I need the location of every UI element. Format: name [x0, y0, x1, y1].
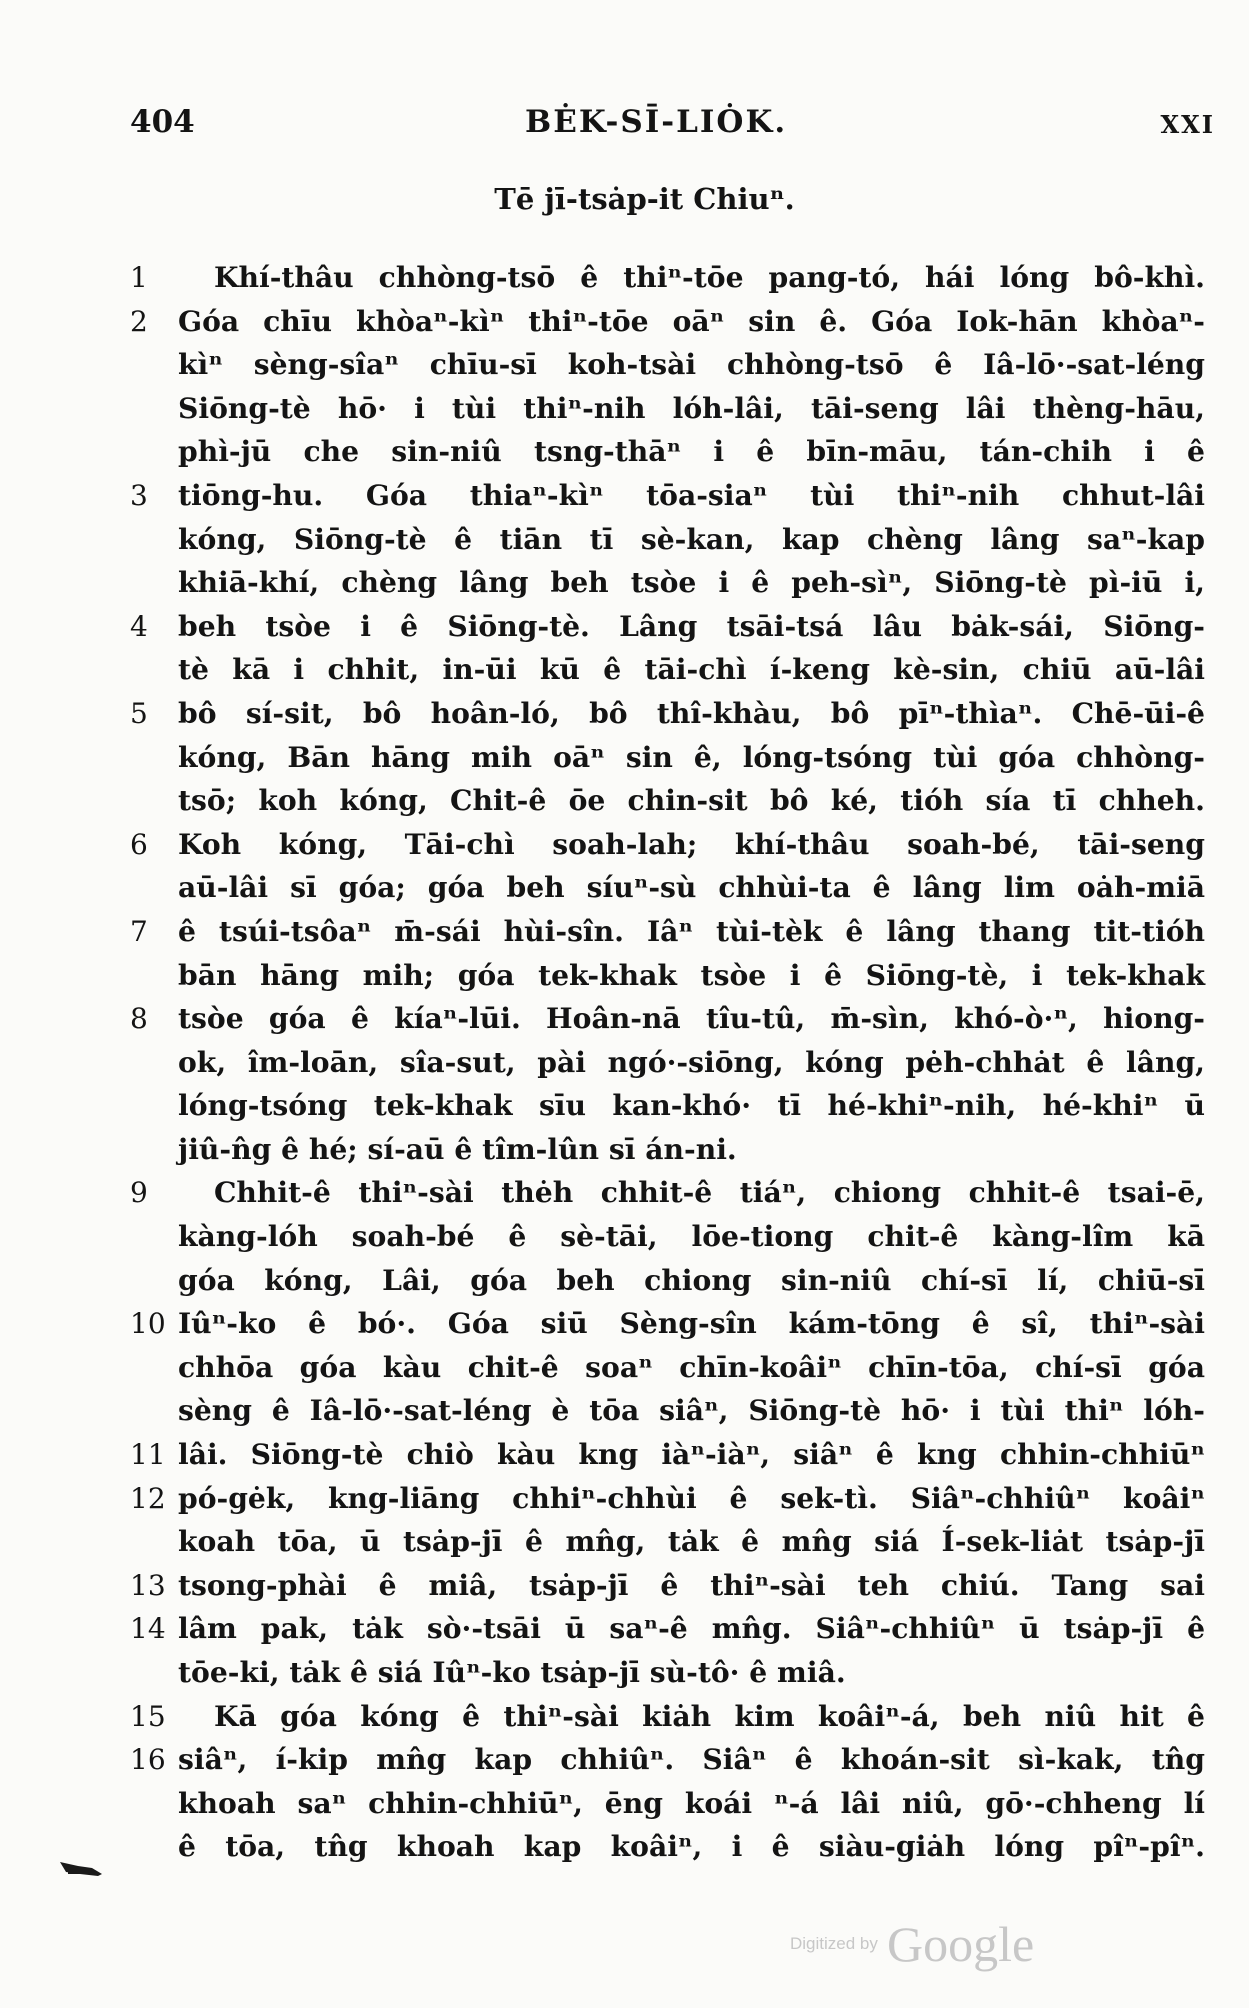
verse-number: 1	[130, 261, 148, 294]
line-text: phì-jū che sin-niû tsng-thāⁿ i ê bīn-māu, tán-chih i ê	[178, 435, 1205, 469]
text-line	[130, 1346, 1205, 1390]
line-text: tsong-phài ê miâ, tsȧp-jī ê thiⁿ-sài teh chiú. Tang sai	[178, 1568, 1205, 1602]
text-line	[130, 692, 1205, 736]
text-line	[130, 1389, 1205, 1433]
verse-number: 13	[130, 1568, 166, 1602]
text-line	[130, 1259, 1205, 1303]
text-line	[130, 474, 1205, 518]
verse-number: 2	[130, 304, 148, 338]
verse-number: 7	[130, 914, 148, 948]
text-line	[130, 736, 1205, 780]
digitized-watermark	[790, 1915, 1034, 1973]
line-text: kàng-lóh soah-bé ê sè-tāi, lōe-tiong chit-ê kàng-lîm kā	[178, 1220, 1205, 1254]
text-line	[130, 256, 1205, 300]
line-text: ok, îm-loān, sîa-sut, pài ngó·-siōng, kóng pėh-chhȧt ê lâng,	[178, 1045, 1205, 1079]
watermark-prefix: Digitized by	[790, 1934, 878, 1953]
text-line	[130, 387, 1205, 431]
text-line	[130, 1564, 1205, 1608]
text-line	[130, 518, 1205, 562]
text-line	[130, 779, 1205, 823]
text-line	[130, 1171, 1205, 1215]
verse-number: 5	[130, 696, 148, 730]
chapter-label: XXI	[1160, 110, 1215, 139]
text-line	[130, 1520, 1205, 1564]
line-text: aū-lâi sī góa; góa beh síuⁿ-sù chhùi-ta ê lâng lim oȧh-miā	[178, 871, 1205, 905]
line-text: kóng, Bān hāng mih oāⁿ sin ê, lóng-tsóng tùi góa chhòng-	[178, 740, 1205, 774]
line-text: tsòe góa ê kíaⁿ-lūi. Hoân-nā tîu-tû, m̄-sìn, khó-ò·ⁿ, hiong-	[178, 1002, 1205, 1036]
line-text: góa kóng, Lâi, góa beh chiong sin-niû chí-sī lí, chiū-sī	[178, 1263, 1205, 1297]
running-title: BĖK-SĪ-LIȮK.	[525, 104, 788, 140]
text-line	[130, 1477, 1205, 1521]
line-text: siâⁿ, í-kip mn̂g kap chhiûⁿ. Siâⁿ ê khoán-sit sì-kak, tn̂g	[178, 1743, 1205, 1777]
line-text: Koh kóng, Tāi-chì soah-lah; khí-thâu soah-bé, tāi-seng	[178, 827, 1205, 861]
verse-number: 10	[130, 1307, 166, 1341]
text-line	[130, 561, 1205, 605]
text-line	[130, 1695, 1205, 1739]
text-line	[130, 1084, 1205, 1128]
text-line	[130, 866, 1205, 910]
line-text: kìⁿ sèng-sîaⁿ chīu-sī koh-tsài chhòng-tsō ê Iâ-lō·-sat-léng	[178, 348, 1205, 382]
text-line	[130, 910, 1205, 954]
text-line	[130, 954, 1205, 998]
text-line	[130, 1607, 1205, 1651]
line-text: ê tsúi-tsôaⁿ m̄-sái hùi-sîn. Iâⁿ tùi-tèk ê lâng thang tit-tióh	[178, 914, 1205, 948]
text-line	[130, 1302, 1205, 1346]
line-text: khiā-khí, chèng lâng beh tsòe i ê peh-sìⁿ, Siōng-tè pì-iū i,	[178, 566, 1205, 600]
line-text: Chhit-ê thiⁿ-sài thėh chhit-ê tiáⁿ, chiong chhit-ê tsai-ē,	[214, 1176, 1205, 1210]
line-text: Kā góa kóng ê thiⁿ-sài kiȧh kim koâiⁿ-á, beh niû hit ê	[214, 1699, 1205, 1733]
text-line	[130, 605, 1205, 649]
line-text: tiōng-hu. Góa thiaⁿ-kìⁿ tōa-siaⁿ tùi thiⁿ-nih chhut-lâi	[178, 478, 1205, 512]
google-logo: Google	[886, 1916, 1035, 1972]
text-line	[130, 430, 1205, 474]
line-text: ê tōa, tn̂g khoah kap koâiⁿ, i ê siàu-giȧh lóng pîⁿ-pîⁿ.	[178, 1830, 1205, 1864]
text-line	[130, 1651, 1205, 1695]
line-text: tōe-ki, tȧk ê siá Iûⁿ-ko tsȧp-jī sù-tô· ê miâ.	[178, 1656, 846, 1689]
text-line	[130, 1782, 1205, 1826]
verse-number: 9	[130, 1176, 148, 1210]
text-line	[130, 823, 1205, 867]
text-line	[130, 1041, 1205, 1085]
verse-number: 14	[130, 1612, 166, 1646]
verse-number: 4	[130, 609, 148, 643]
line-text: khoah saⁿ chhin-chhiūⁿ, ēng koái ⁿ-á lâi niû, gō·-chheng lí	[178, 1786, 1205, 1820]
text-line	[130, 343, 1205, 387]
line-text: bô sí-sit, bô hoân-ló, bô thî-khàu, bô pīⁿ-thìaⁿ. Chē-ūi-ê	[178, 696, 1205, 730]
pointing-hand-icon	[58, 1858, 104, 1884]
line-text: tsō; koh kóng, Chit-ê ōe chin-sit bô ké, tióh sía tī chheh.	[178, 784, 1205, 818]
line-text: chhōa góa kàu chit-ê soaⁿ chīn-koâiⁿ chīn-tōa, chí-sī góa	[178, 1350, 1205, 1384]
text-line	[130, 648, 1205, 692]
line-text: Siōng-tè hō· i tùi thiⁿ-nih lóh-lâi, tāi-seng lâi thèng-hāu,	[178, 391, 1205, 425]
line-text: beh tsòe i ê Siōng-tè. Lâng tsāi-tsá lâu bȧk-sái, Siōng-	[178, 609, 1205, 643]
text-line	[130, 1825, 1205, 1869]
line-text: Iûⁿ-ko ê bó·. Góa siū Sèng-sîn kám-tōng ê sî, thiⁿ-sài	[178, 1307, 1205, 1341]
page-header	[130, 104, 1215, 148]
line-text: tè kā i chhit, in-ūi kū ê tāi-chì í-keng kè-sin, chiū aū-lâi	[178, 653, 1205, 687]
line-text: kóng, Siōng-tè ê tiān tī sè-kan, kap chèng lâng saⁿ-kap	[178, 522, 1205, 556]
text-line	[130, 1738, 1205, 1782]
verse-number: 6	[130, 827, 148, 861]
line-text: lóng-tsóng tek-khak sīu kan-khó· tī hé-khiⁿ-nih, hé-khiⁿ ū	[178, 1089, 1205, 1123]
text-line	[130, 300, 1205, 344]
line-text: bān hāng mih; góa tek-khak tsòe i ê Siōng-tè, i tek-khak	[178, 958, 1205, 992]
verse-number: 3	[130, 478, 148, 512]
line-text: sèng ê Iâ-lō·-sat-léng è tōa siâⁿ, Siōng-tè hō· i tùi thiⁿ lóh-	[178, 1394, 1205, 1428]
verse-number: 8	[130, 1002, 148, 1036]
verse-number: 11	[130, 1438, 166, 1472]
text-line	[130, 1128, 1205, 1172]
line-text: lâi. Siōng-tè chiò kàu kng iàⁿ-iàⁿ, siâⁿ ê kng chhin-chhiūⁿ	[178, 1438, 1205, 1472]
verse-number: 12	[130, 1481, 166, 1515]
line-text: Khí-thâu chhòng-tsō ê thiⁿ-tōe pang-tó, hái lóng bô-khì.	[214, 261, 1205, 294]
text-line	[130, 1433, 1205, 1477]
page-number: 404	[130, 104, 195, 140]
text-line	[130, 997, 1205, 1041]
line-text: jiû-n̂g ê hé; sí-aū ê tîm-lûn sī án-ni.	[178, 1132, 737, 1166]
chapter-title: Tē jī-tsȧp-it Chiuⁿ.	[494, 182, 795, 216]
line-text: lâm pak, tȧk sò·-tsāi ū saⁿ-ê mn̂g. Siâⁿ-chhiûⁿ ū tsȧp-jī ê	[178, 1612, 1205, 1646]
verse-number: 15	[130, 1699, 166, 1733]
line-text: pó-gėk, kng-liāng chhiⁿ-chhùi ê sek-tì. Siâⁿ-chhiûⁿ koâiⁿ	[178, 1481, 1205, 1515]
text-line	[130, 1215, 1205, 1259]
line-text: koah tōa, ū tsȧp-jī ê mn̂g, tȧk ê mn̂g siá Í-sek-liȧt tsȧp-jī	[178, 1525, 1205, 1559]
body-text	[130, 256, 1205, 1869]
verse-number: 16	[130, 1743, 166, 1777]
line-text: Góa chīu khòaⁿ-kìⁿ thiⁿ-tōe oāⁿ sin ê. Góa Iok-hān khòaⁿ-	[178, 304, 1205, 338]
